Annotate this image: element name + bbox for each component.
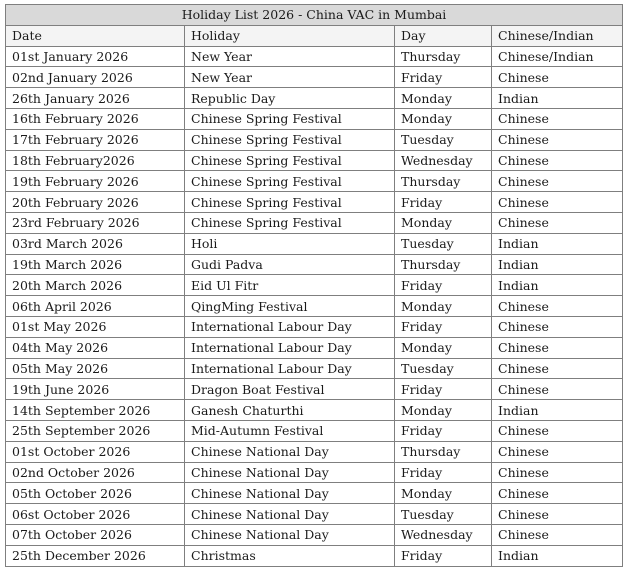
- type-cell: Indian: [492, 275, 623, 296]
- holiday-cell: Eid Ul Fitr: [185, 275, 395, 296]
- type-cell: Chinese: [492, 524, 623, 545]
- holiday-cell: Chinese Spring Festival: [185, 212, 395, 233]
- table-title: Holiday List 2026 - China VAC in Mumbai: [6, 5, 623, 26]
- holiday-cell: Republic Day: [185, 88, 395, 109]
- type-cell: Chinese: [492, 171, 623, 192]
- holiday-cell: New Year: [185, 46, 395, 67]
- type-cell: Chinese: [492, 67, 623, 88]
- holiday-cell: Chinese Spring Festival: [185, 192, 395, 213]
- date-cell: 05th October 2026: [6, 483, 185, 504]
- holiday-table: [5, 4, 623, 567]
- date-cell: 25th December 2026: [6, 545, 185, 566]
- table-row: [6, 337, 623, 358]
- date-cell: 06st October 2026: [6, 504, 185, 525]
- holiday-cell: Ganesh Chaturthi: [185, 400, 395, 421]
- day-cell: Tuesday: [395, 233, 492, 254]
- day-cell: Tuesday: [395, 504, 492, 525]
- date-cell: 19th February 2026: [6, 171, 185, 192]
- table-row: [6, 462, 623, 483]
- date-cell: 05th May 2026: [6, 358, 185, 379]
- date-cell: 26th January 2026: [6, 88, 185, 109]
- day-cell: Thursday: [395, 46, 492, 67]
- date-cell: 01st January 2026: [6, 46, 185, 67]
- column-header-holiday: Holiday: [185, 25, 395, 46]
- type-cell: Chinese: [492, 379, 623, 400]
- date-cell: 07th October 2026: [6, 524, 185, 545]
- type-cell: Chinese: [492, 316, 623, 337]
- date-cell: 20th March 2026: [6, 275, 185, 296]
- type-cell: Chinese: [492, 192, 623, 213]
- table-row: [6, 400, 623, 421]
- holiday-cell: International Labour Day: [185, 358, 395, 379]
- date-cell: 25th September 2026: [6, 420, 185, 441]
- table-body: [6, 46, 623, 566]
- table-row: [6, 171, 623, 192]
- type-cell: Chinese: [492, 150, 623, 171]
- date-cell: 04th May 2026: [6, 337, 185, 358]
- type-cell: Chinese: [492, 441, 623, 462]
- day-cell: Monday: [395, 88, 492, 109]
- type-cell: Indian: [492, 88, 623, 109]
- holiday-cell: Chinese National Day: [185, 504, 395, 525]
- day-cell: Monday: [395, 212, 492, 233]
- day-cell: Thursday: [395, 441, 492, 462]
- day-cell: Thursday: [395, 171, 492, 192]
- date-cell: 19th March 2026: [6, 254, 185, 275]
- type-cell: Chinese: [492, 462, 623, 483]
- table-row: [6, 254, 623, 275]
- day-cell: Tuesday: [395, 129, 492, 150]
- type-cell: Indian: [492, 400, 623, 421]
- type-cell: Chinese: [492, 504, 623, 525]
- table-row: [6, 212, 623, 233]
- column-header-date: Date: [6, 25, 185, 46]
- table-row: [6, 524, 623, 545]
- day-cell: Friday: [395, 192, 492, 213]
- date-cell: 16th February 2026: [6, 108, 185, 129]
- table-row: [6, 420, 623, 441]
- table-row: [6, 192, 623, 213]
- holiday-cell: Holi: [185, 233, 395, 254]
- date-cell: 23rd February 2026: [6, 212, 185, 233]
- type-cell: Chinese: [492, 212, 623, 233]
- day-cell: Monday: [395, 337, 492, 358]
- table-row: [6, 358, 623, 379]
- day-cell: Wednesday: [395, 524, 492, 545]
- date-cell: 19th June 2026: [6, 379, 185, 400]
- holiday-cell: New Year: [185, 67, 395, 88]
- day-cell: Friday: [395, 545, 492, 566]
- date-cell: 02nd January 2026: [6, 67, 185, 88]
- day-cell: Thursday: [395, 254, 492, 275]
- type-cell: Chinese: [492, 296, 623, 317]
- header-row: [6, 25, 623, 46]
- holiday-cell: Dragon Boat Festival: [185, 379, 395, 400]
- holiday-cell: Chinese National Day: [185, 441, 395, 462]
- holiday-cell: Chinese Spring Festival: [185, 150, 395, 171]
- type-cell: Indian: [492, 254, 623, 275]
- day-cell: Friday: [395, 67, 492, 88]
- day-cell: Friday: [395, 462, 492, 483]
- table-row: [6, 46, 623, 67]
- day-cell: Monday: [395, 296, 492, 317]
- holiday-cell: QingMing Festival: [185, 296, 395, 317]
- type-cell: Chinese: [492, 483, 623, 504]
- type-cell: Indian: [492, 233, 623, 254]
- table-row: [6, 233, 623, 254]
- table-row: [6, 150, 623, 171]
- day-cell: Tuesday: [395, 358, 492, 379]
- holiday-cell: Christmas: [185, 545, 395, 566]
- type-cell: Chinese: [492, 129, 623, 150]
- day-cell: Friday: [395, 420, 492, 441]
- type-cell: Indian: [492, 545, 623, 566]
- date-cell: 03rd March 2026: [6, 233, 185, 254]
- date-cell: 01st May 2026: [6, 316, 185, 337]
- holiday-cell: Chinese National Day: [185, 524, 395, 545]
- table-row: [6, 275, 623, 296]
- holiday-cell: Chinese Spring Festival: [185, 129, 395, 150]
- day-cell: Monday: [395, 483, 492, 504]
- day-cell: Friday: [395, 316, 492, 337]
- column-header-type: Chinese/Indian: [492, 25, 623, 46]
- date-cell: 06th April 2026: [6, 296, 185, 317]
- day-cell: Friday: [395, 379, 492, 400]
- date-cell: 02nd October 2026: [6, 462, 185, 483]
- table-row: [6, 108, 623, 129]
- holiday-cell: Chinese Spring Festival: [185, 108, 395, 129]
- date-cell: 20th February 2026: [6, 192, 185, 213]
- table-row: [6, 88, 623, 109]
- holiday-cell: International Labour Day: [185, 316, 395, 337]
- holiday-cell: Mid-Autumn Festival: [185, 420, 395, 441]
- title-row: [6, 5, 623, 26]
- table-row: [6, 67, 623, 88]
- holiday-cell: Chinese National Day: [185, 462, 395, 483]
- day-cell: Wednesday: [395, 150, 492, 171]
- holiday-cell: Chinese Spring Festival: [185, 171, 395, 192]
- table-row: [6, 379, 623, 400]
- table-row: [6, 441, 623, 462]
- date-cell: 01st October 2026: [6, 441, 185, 462]
- type-cell: Chinese/Indian: [492, 46, 623, 67]
- table-row: [6, 316, 623, 337]
- table-row: [6, 504, 623, 525]
- holiday-cell: International Labour Day: [185, 337, 395, 358]
- date-cell: 17th February 2026: [6, 129, 185, 150]
- holiday-cell: Chinese National Day: [185, 483, 395, 504]
- table-row: [6, 296, 623, 317]
- type-cell: Chinese: [492, 337, 623, 358]
- day-cell: Friday: [395, 275, 492, 296]
- date-cell: 14th September 2026: [6, 400, 185, 421]
- day-cell: Monday: [395, 108, 492, 129]
- type-cell: Chinese: [492, 420, 623, 441]
- table-row: [6, 483, 623, 504]
- date-cell: 18th February2026: [6, 150, 185, 171]
- type-cell: Chinese: [492, 358, 623, 379]
- day-cell: Monday: [395, 400, 492, 421]
- type-cell: Chinese: [492, 108, 623, 129]
- column-header-day: Day: [395, 25, 492, 46]
- holiday-cell: Gudi Padva: [185, 254, 395, 275]
- table-row: [6, 545, 623, 566]
- table-row: [6, 129, 623, 150]
